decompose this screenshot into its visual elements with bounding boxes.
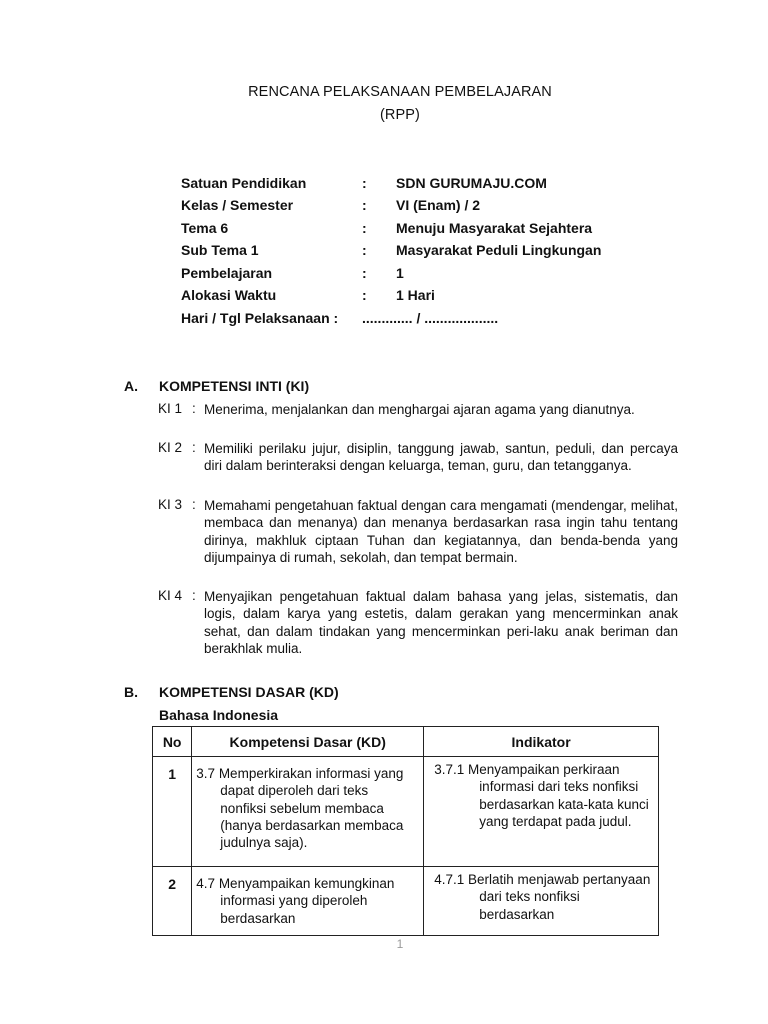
indikator-text: 3.7.1 Menyampaikan perkiraan informasi dari teks nonfiksi berdasarkan kata-kata kunci yang terdapat pada judul.: [434, 762, 649, 829]
ki-1-colon: :: [192, 401, 196, 416]
info-value: ............. / ...................: [362, 310, 499, 326]
ki-3-colon: :: [192, 497, 196, 512]
info-label: Pembelajaran: [181, 265, 273, 281]
column-header-no: No: [153, 727, 192, 757]
ki-4-label: KI 4: [158, 588, 183, 603]
ki-2-text: Memiliki perilaku jujur, disiplin, tanggung jawab, santun, peduli, dan percaya diri dalam berinteraksi dengan keluarga, teman, guru, dan tetangganya.: [204, 441, 678, 474]
info-label: Kelas / Semester: [181, 197, 294, 213]
row-number: 2: [153, 867, 192, 936]
ki-3-text: Memahami pengetahuan faktual dengan cara mengamati (mendengar, melihat, membaca dan menanya) dan menanya berdasarkan rasa ingin tahu tentang dirinya, makhluk ciptaan Tuhan dan kegiatannya, dan benda-benda yang dijumpainya di rumah, sekolah, dan tempat bermain.: [204, 498, 678, 566]
info-label: Alokasi Waktu: [181, 287, 277, 303]
indikator-cell: [424, 867, 659, 936]
info-colon: :: [362, 175, 367, 191]
section-a-letter: A.: [124, 378, 138, 394]
kd-cell: [192, 757, 424, 867]
info-label: Tema 6: [181, 220, 229, 236]
table-header-row: [153, 727, 659, 757]
kd-text: 3.7 Memperkirakan informasi yang dapat diperoleh dari teks nonfiksi sebelum membaca (hanya berdasarkan membaca judulnya saja).: [196, 766, 404, 851]
row-number: 1: [153, 757, 192, 867]
section-b-letter: B.: [124, 684, 138, 700]
ki-1-label: KI 1: [158, 401, 183, 416]
section-b-title: KOMPETENSI DASAR (KD): [159, 684, 339, 700]
page-number: 1: [396, 937, 404, 951]
ki-4-colon: :: [192, 588, 196, 603]
kd-table: [152, 726, 659, 936]
ki-3-label: KI 3: [158, 497, 183, 512]
table-row: [153, 867, 659, 936]
section-a-title: KOMPETENSI INTI (KI): [159, 378, 310, 394]
info-label: Satuan Pendidikan: [181, 175, 307, 191]
column-header-indikator: Indikator: [424, 727, 659, 757]
info-value: 1 Hari: [396, 287, 435, 303]
indikator-cell: [424, 757, 659, 867]
info-colon: :: [362, 220, 367, 236]
info-colon: :: [362, 197, 367, 213]
indikator-text: 4.7.1 Berlatih menjawab pertanyaan dari teks nonfiksi berdasarkan: [434, 872, 651, 922]
column-header-kd: Kompetensi Dasar (KD): [192, 727, 424, 757]
info-colon: :: [362, 242, 367, 258]
kd-cell: [192, 867, 424, 936]
info-colon: :: [362, 265, 367, 281]
info-value: SDN GURUMAJU.COM: [396, 175, 547, 191]
ki-1-text: Menerima, menjalankan dan menghargai ajaran agama yang dianutnya.: [204, 402, 635, 417]
info-label: Sub Tema 1: [181, 242, 259, 258]
info-value: VI (Enam) / 2: [396, 197, 481, 213]
info-value: Menuju Masyarakat Sejahtera: [396, 220, 593, 236]
info-label: Hari / Tgl Pelaksanaan :: [181, 310, 339, 326]
ki-4-text: Menyajikan pengetahuan faktual dalam bahasa yang jelas, sistematis, dan logis, dalam karya yang estetis, dalam gerakan yang mencerminkan anak sehat, dan dalam tindakan yang mencerminkan peri-laku anak beriman dan berakhlak mulia.: [204, 589, 678, 657]
info-value: Masyarakat Peduli Lingkungan: [396, 242, 602, 258]
kd-text: 4.7 Menyampaikan kemungkinan informasi yang diperoleh berdasarkan: [196, 876, 395, 926]
ki-2-colon: :: [192, 440, 196, 455]
table-row: [153, 757, 659, 867]
subject-heading: Bahasa Indonesia: [159, 707, 279, 723]
info-colon: :: [362, 287, 367, 303]
document-title: RENCANA PELAKSANAAN PEMBELAJARAN: [248, 84, 552, 100]
ki-2-label: KI 2: [158, 440, 183, 455]
info-value: 1: [396, 265, 404, 281]
document-subtitle: (RPP): [380, 107, 420, 123]
